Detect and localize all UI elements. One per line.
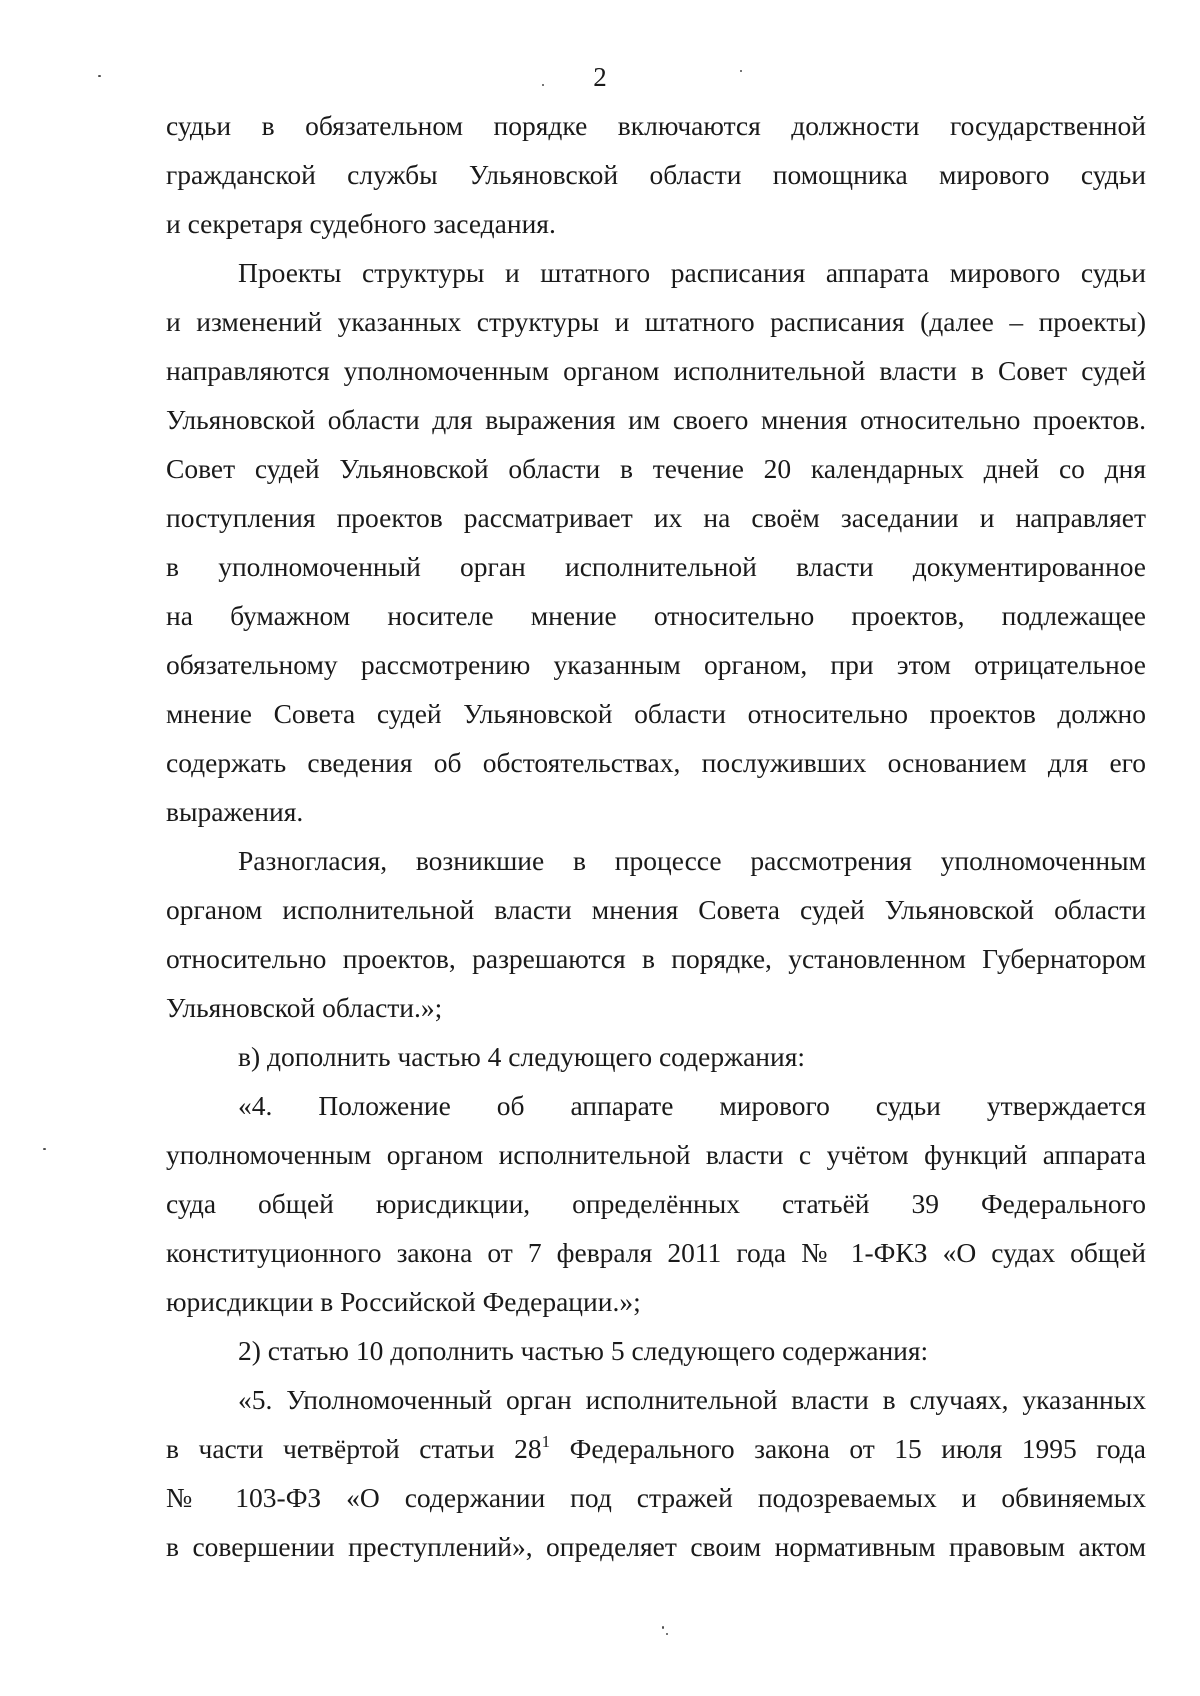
paragraph-start-line: «4. Положение об аппарате мирового судьи утверждается (238, 1090, 1146, 1121)
text-line: Совет судей Ульяновской области в течение 20 календарных дней со дня (166, 453, 1146, 484)
scan-speck (662, 1626, 664, 1629)
paragraph-start-line: Проекты структуры и штатного расписания аппарата мирового судьи (238, 257, 1146, 288)
text-segment (166, 1424, 1146, 1473)
text-line: конституционного закона от 7 февраля 2011 года № 1-ФКЗ «О судах общей (166, 1237, 1146, 1268)
paragraph-start-line: в) дополнить частью 4 следующего содержания: (238, 1041, 805, 1072)
text-line: на бумажном носителе мнение относительно проектов, подлежащее (166, 600, 1146, 631)
scan-speck (98, 75, 101, 77)
text-line: направляются уполномоченным органом исполнительной власти в Совет судей (166, 355, 1146, 386)
text-line: Ульяновской области.»; (166, 992, 443, 1023)
text-line: уполномоченным органом исполнительной власти с учётом функций аппарата (166, 1139, 1146, 1170)
text-line: в уполномоченный орган исполнительной власти документированное (166, 551, 1146, 582)
text-line: поступления проектов рассматривает их на своём заседании и направляет (166, 502, 1146, 533)
scan-speck (542, 84, 544, 86)
text-line: обязательному рассмотрению указанным органом, при этом отрицательное (166, 649, 1146, 680)
paragraph-start-line: Разногласия, возникшие в процессе рассмотрения уполномоченным (238, 845, 1146, 876)
text-line: в совершении преступлений», определяет своим нормативным правовым актом (166, 1531, 1146, 1562)
text-line: органом исполнительной власти мнения Совета судей Ульяновской области (166, 894, 1146, 925)
page-number: 2 (593, 62, 607, 92)
text-line: содержать сведения об обстоятельствах, послуживших основанием для его (166, 747, 1146, 778)
scan-speck (43, 1148, 46, 1150)
text-line: относительно проектов, разрешаются в порядке, установленном Губернатором (166, 943, 1146, 974)
text-line: гражданской службы Ульяновской области помощника мирового судьи (166, 159, 1146, 190)
scan-speck (740, 70, 742, 72)
superscript: 1 (541, 1432, 551, 1451)
text-before-superscript: в части четвёртой статьи 28 (166, 1433, 542, 1464)
text-line: и секретаря судебного заседания. (166, 208, 556, 239)
text-line: Ульяновской области для выражения им своего мнения относительно проектов. (166, 404, 1146, 435)
text-line: выражения. (166, 796, 304, 827)
text-line: мнение Совета судей Ульяновской области относительно проектов должно (166, 698, 1146, 729)
text-line: и изменений указанных структуры и штатного расписания (далее – проекты) (166, 306, 1146, 337)
paragraph-start-line: «5. Уполномоченный орган исполнительной власти в случаях, указанных (238, 1384, 1146, 1415)
scan-speck (666, 1633, 668, 1635)
paragraph-start-line: 2) статью 10 дополнить частью 5 следующего содержания: (238, 1335, 929, 1366)
text-after-superscript: Федерального закона от 15 июля 1995 года (550, 1433, 1146, 1464)
text-line: судьи в обязательном порядке включаются должности государственной (166, 110, 1146, 141)
text-line-with-superscript (166, 1424, 1146, 1473)
text-line: суда общей юрисдикции, определённых статьёй 39 Федерального (166, 1188, 1146, 1219)
text-line: юрисдикции в Российской Федерации.»; (166, 1286, 641, 1317)
text-line: № 103-ФЗ «О содержании под стражей подозреваемых и обвиняемых (166, 1482, 1146, 1513)
document-body (166, 101, 1146, 1571)
